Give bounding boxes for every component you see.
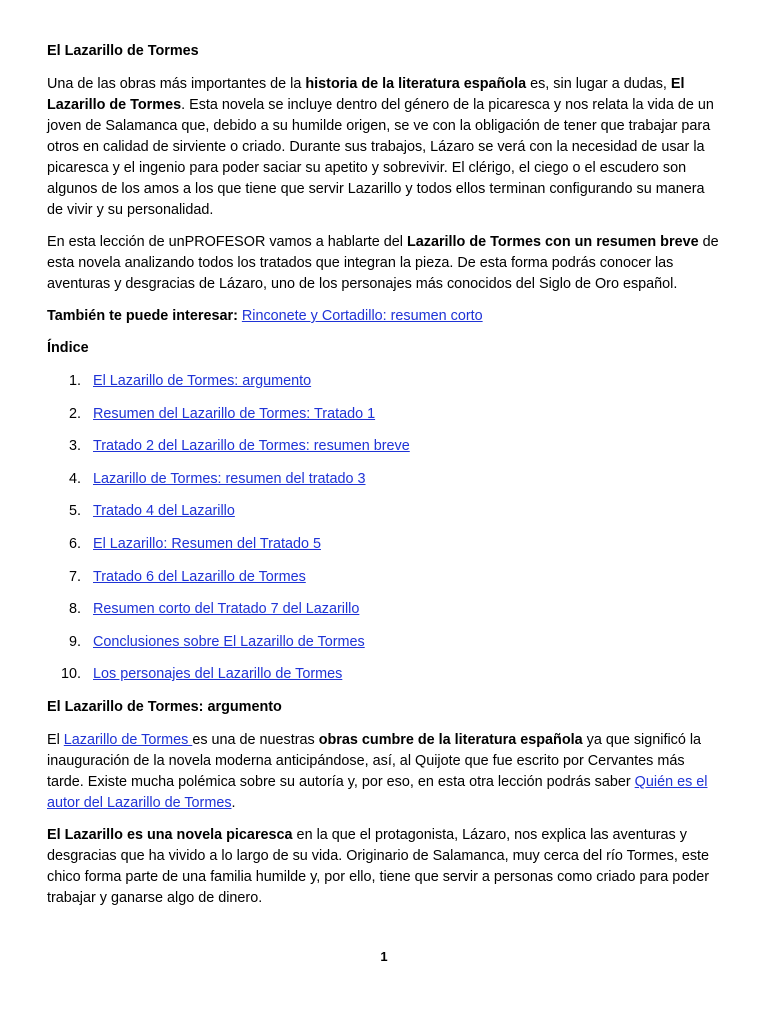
toc-number: 2. [69,405,82,422]
toc-item [47,664,720,685]
text: En esta lección de unPROFESOR vamos a hablarte del [47,234,407,250]
table-of-contents [47,371,720,685]
toc-link[interactable]: Tratado 6 del Lazarillo de Tormes [93,568,306,585]
toc-number: 3. [69,438,82,455]
toc-item [47,534,720,555]
text: es, sin lugar a dudas, [526,76,671,92]
toc-item [47,469,720,490]
toc-link[interactable]: Tratado 2 del Lazarillo de Tormes: resumen breve [93,438,410,455]
text: es una de nuestras [192,731,319,748]
text: . [231,794,236,811]
toc-number: 9. [69,633,82,650]
related-label: También te puede interesar: [47,308,242,324]
related-link[interactable]: Rinconete y Cortadillo: resumen corto [241,308,483,324]
toc-item [47,371,720,392]
section-title: El Lazarillo de Tormes: argumento [47,698,282,715]
toc-item [47,567,720,588]
lesson-paragraph [47,232,720,295]
argument-paragraph [47,730,720,814]
related-paragraph [47,306,720,327]
toc-link[interactable]: Lazarillo de Tormes: resumen del tratado 3 [93,470,366,487]
author-link[interactable]: Quién es el autor del Lazarillo de Tormes [47,773,708,811]
toc-item [47,632,720,653]
bold-text: obras cumbre de la literatura española [318,731,583,748]
toc-link[interactable]: El Lazarillo: Resumen del Tratado 5 [93,535,321,552]
text: en la que el protagonista, Lázaro, nos explica las aventuras y desgracias que ha vivido a lo largo de su vida. Originario de Salamanca, muy cerca del río Tormes, este chico forma parte de una familia humilde y, por ello, tiene que servir a personas como criado para poder trabajar y ganarse algo de dinero. [47,826,710,906]
text: . Esta novela se incluye dentro del género de la picaresca y nos relata la vida de un joven de Salamanca que, debido a su humilde origen, se ve con la obligación de tener que trabajar para otros en calidad de sirviente o criado. Durante sus trabajos, Lázaro se verá con la necesidad de usar la picaresca y el ingenio para poder saciar su apetito y sobrevivir. El clérigo, el ciego o el escudero son algunos de los amos a los que tiene que servir Lazarillo y todos ellos terminan configurando su manera de vivir y su personalidad. [47,97,714,218]
toc-item [47,436,720,457]
toc-link[interactable]: Tratado 4 del Lazarillo [93,503,235,520]
toc-link[interactable]: El Lazarillo de Tormes: argumento [93,373,312,389]
bold-text: El Lazarillo es una novela picaresca [47,826,293,843]
text: ya que significó la inauguración de la novela moderna anticipándose, así, al Quijote que fue escrito por Cervantes más tarde. Existe mucha polémica sobre su autoría y, por eso, en esta otra lección podrás saber [47,731,702,790]
toc-number: 1. [69,373,82,389]
toc-number: 10. [61,666,82,683]
toc-number: 8. [69,601,82,618]
bold-text: historia de la literatura española [305,76,527,92]
toc-number: 4. [69,470,82,487]
picaresque-paragraph [47,825,720,909]
toc-number: 5. [69,503,82,520]
toc-link[interactable]: Conclusiones sobre El Lazarillo de Tormes [93,633,365,650]
bold-text: El Lazarillo de Tormes [47,76,685,113]
page-number: 1 [380,949,388,964]
toc-link[interactable]: Los personajes del Lazarillo de Tormes [93,666,343,683]
toc-item [47,404,720,425]
bold-text: Lazarillo de Tormes con un resumen breve [406,234,699,250]
text: Una de las obras más importantes de la [47,76,306,92]
toc-number: 6. [69,535,82,552]
text: de esta novela analizando todos los tratados que integran la pieza. De esta forma podrás conocer las aventuras y desgracias de Lázaro, uno de los personajes más conocidos del Siglo de Oro español. [47,234,719,292]
text: El [47,731,64,748]
toc-link[interactable]: Resumen corto del Tratado 7 del Lazarillo [93,601,360,618]
index-title: Índice [47,340,89,356]
toc-number: 7. [69,568,82,585]
intro-paragraph [47,74,720,221]
toc-link[interactable]: Resumen del Lazarillo de Tormes: Tratado 1 [93,405,376,422]
lazarillo-link[interactable]: Lazarillo de Tormes [63,731,193,748]
toc-item [47,599,720,620]
toc-item [47,501,720,522]
document-title: El Lazarillo de Tormes [47,43,199,59]
